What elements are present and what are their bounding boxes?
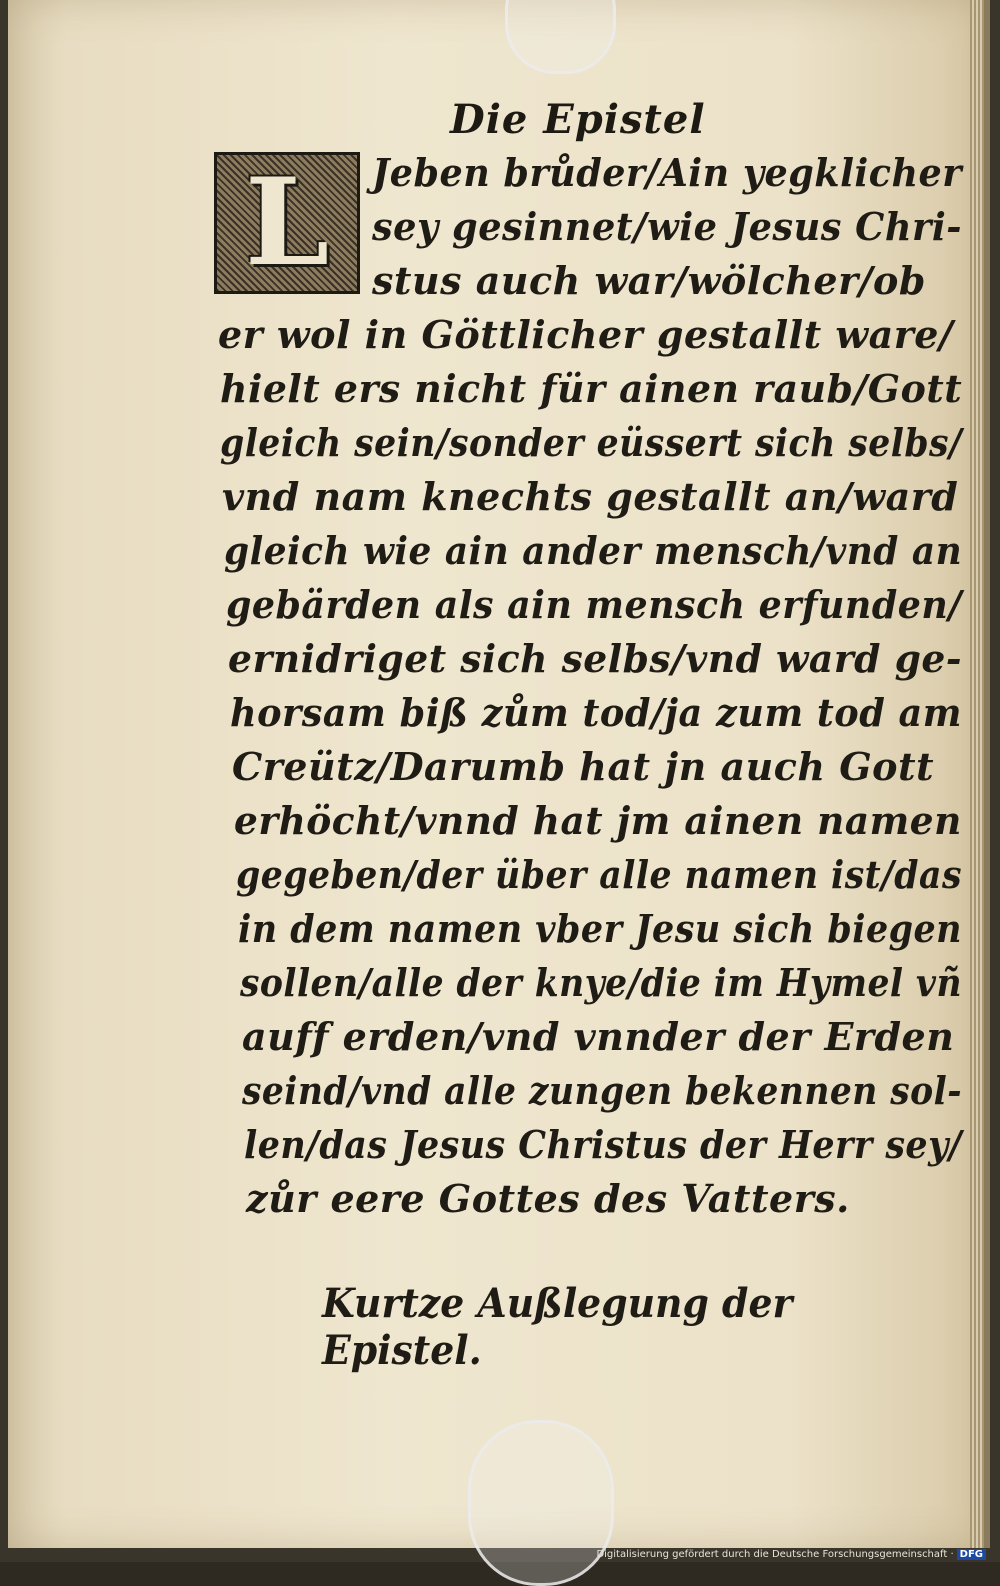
- text-line: gleich wie ain ander mensch/vnd an: [224, 528, 963, 573]
- text-line: sey gesinnet/wie Jesus Chri-: [372, 204, 963, 249]
- initial-letter: L: [244, 152, 330, 293]
- text-line: er wol in Göttlicher gestallt ware/: [218, 312, 954, 357]
- text-line: erhöcht/vnnd hat jm ainen namen: [234, 798, 962, 843]
- page-heading: Die Epistel: [450, 96, 706, 143]
- text-line: auff erden/vnd vnnder der Erden: [242, 1014, 955, 1059]
- text-line: sollen/alle der knye/die im Hymel vñ: [240, 960, 963, 1005]
- text-line: len/das Jesus Christus der Herr sey/: [244, 1122, 963, 1167]
- text-line: gebärden als ain mensch erfunden/: [226, 582, 963, 627]
- page-clip-bottom: [468, 1420, 614, 1586]
- text-line: ernidriget sich selbs/vnd ward ge-: [228, 636, 963, 681]
- credit-text: Digitalisierung gefördert durch die Deutsche Forschungsgemeinschaft ·: [596, 1549, 954, 1560]
- text-line: in dem namen vber Jesu sich biegen: [238, 906, 963, 951]
- text-line: gleich sein/sonder eüssert sich selbs/: [220, 420, 963, 465]
- decorated-initial: [214, 152, 360, 294]
- text-line: vnd nam knechts gestallt an/ward: [222, 474, 959, 519]
- funding-credit: [596, 1549, 986, 1560]
- text-line: hielt ers nicht für ainen raub/Gott: [220, 366, 963, 411]
- text-line: Jeben brůder/Ain yegklicher: [372, 150, 962, 195]
- text-line: zůr eere Gottes des Vatters.: [246, 1176, 850, 1221]
- text-line: stus auch war/wölcher/ob: [372, 258, 926, 303]
- text-line: gegeben/der über alle namen ist/das: [236, 852, 962, 897]
- text-line: seind/vnd alle zungen bekennen sol-: [242, 1068, 962, 1113]
- text-line: horsam biß zům tod/ja zum tod am: [230, 690, 962, 735]
- section-heading: Kurtze Außlegung der Epistel.: [322, 1280, 793, 1374]
- text-line: Creütz/Darumb hat jn auch Gott: [232, 744, 935, 789]
- dfg-logo: DFG: [957, 1549, 986, 1560]
- page-edge: [970, 0, 984, 1548]
